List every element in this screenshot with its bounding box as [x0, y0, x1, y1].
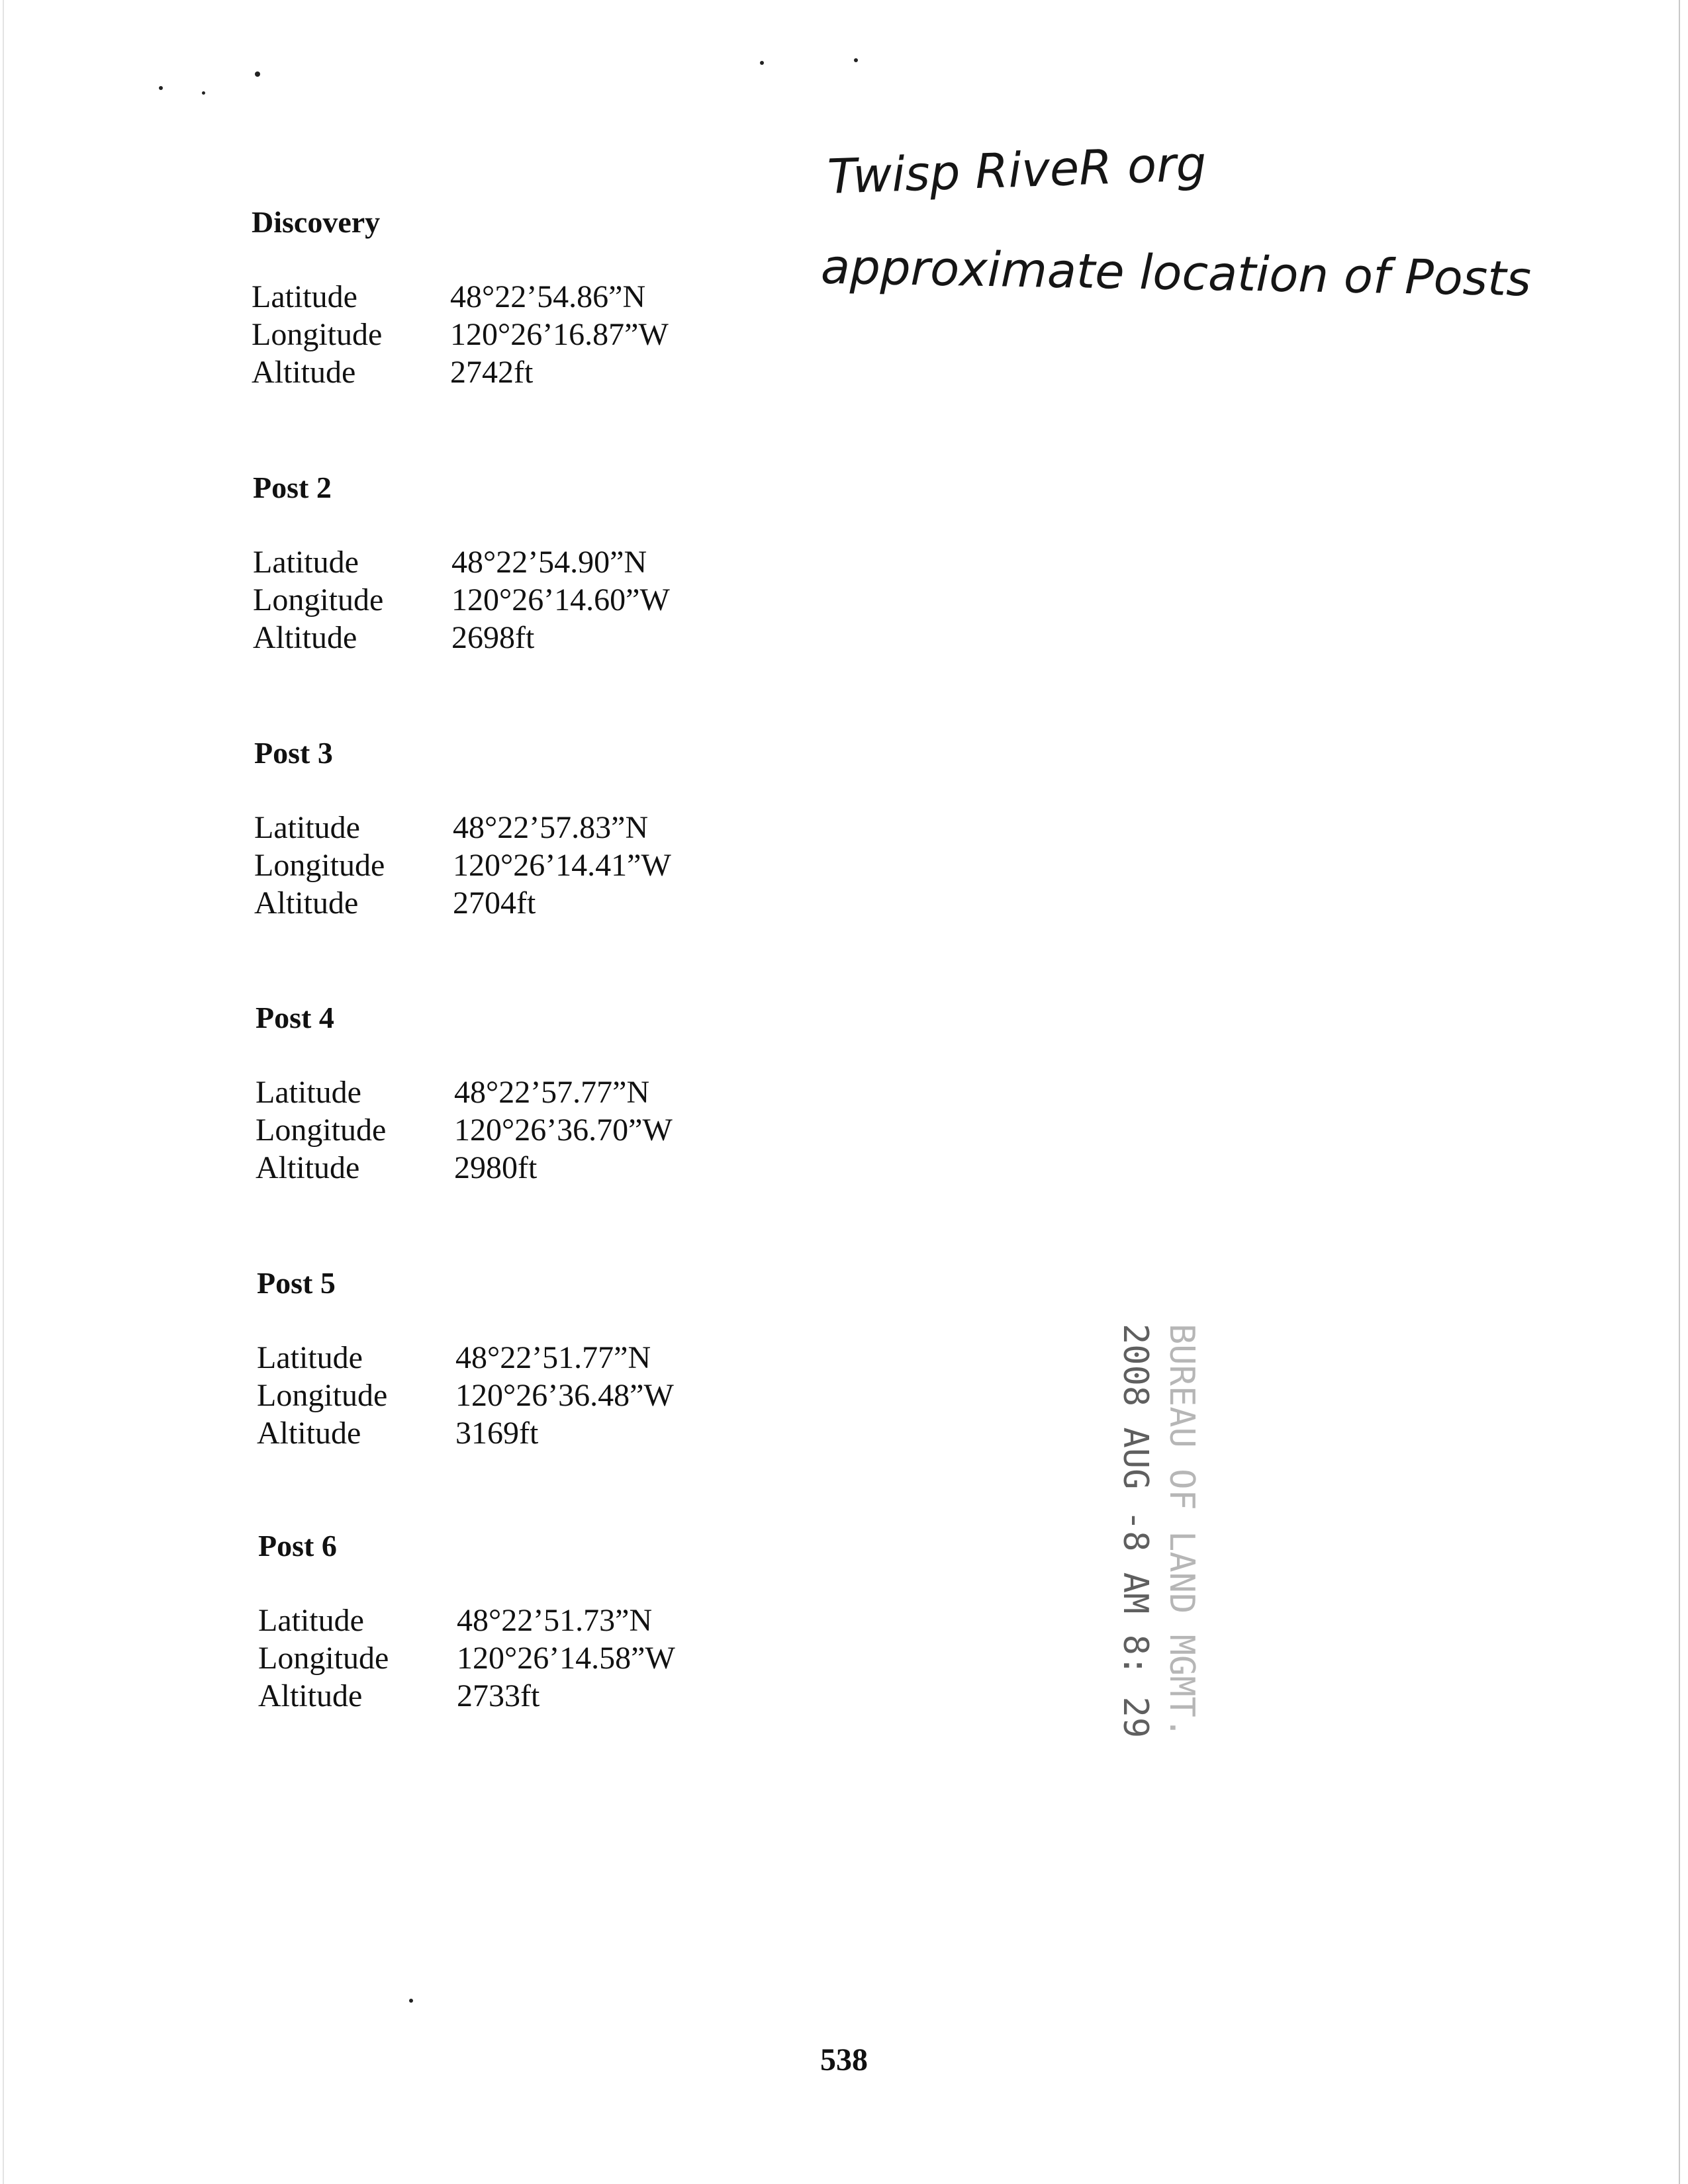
post-section-4 — [256, 999, 851, 1187]
post-section-6 — [258, 1527, 854, 1715]
altitude-label: Altitude — [252, 355, 356, 390]
latitude-label: Latitude — [257, 1340, 363, 1375]
stamp-agency-line: BUREAU OF LAND MGMT. — [1162, 1324, 1201, 1739]
altitude-label: Altitude — [253, 620, 357, 655]
altitude-value: 3169ft — [455, 1416, 539, 1451]
longitude-label: Longitude — [253, 582, 384, 617]
longitude-label: Longitude — [257, 1378, 388, 1413]
handwritten-note-subtitle: approximate location of Posts — [820, 238, 1532, 307]
handwritten-note-title: Twisp RiveR org — [826, 136, 1207, 205]
latitude-value: 48°22’57.83”N — [453, 810, 649, 845]
longitude-value: 120°26’36.70”W — [454, 1113, 673, 1148]
latitude-row — [258, 1602, 854, 1639]
coordinates-table — [256, 1073, 851, 1187]
stamp-date-line: 2008 AUG -8 AM 8: 29 — [1115, 1324, 1155, 1739]
altitude-label: Altitude — [258, 1678, 363, 1713]
longitude-row — [252, 316, 847, 353]
altitude-value: 2742ft — [450, 355, 534, 390]
altitude-value: 2733ft — [457, 1678, 540, 1713]
post-title: Post 3 — [254, 736, 333, 770]
longitude-value: 120°26’14.41”W — [453, 848, 671, 883]
longitude-value: 120°26’16.87”W — [450, 317, 669, 352]
page-number: 538 — [820, 2042, 868, 2077]
longitude-label: Longitude — [252, 317, 383, 352]
scan-speck — [202, 91, 205, 95]
longitude-label: Longitude — [254, 848, 385, 883]
longitude-row — [257, 1377, 853, 1414]
altitude-label: Altitude — [256, 1150, 360, 1185]
scan-speck — [255, 71, 260, 77]
altitude-row — [257, 1414, 853, 1452]
latitude-row — [257, 1339, 853, 1377]
longitude-row — [258, 1639, 854, 1677]
coordinates-table — [253, 543, 849, 657]
latitude-label: Latitude — [252, 279, 357, 314]
coordinates-table — [258, 1602, 854, 1715]
latitude-value: 48°22’57.77”N — [454, 1075, 650, 1110]
altitude-row — [253, 619, 849, 657]
longitude-label: Longitude — [258, 1641, 389, 1676]
scan-speck — [409, 1999, 413, 2003]
latitude-row — [252, 278, 847, 316]
post-title: Discovery — [252, 205, 381, 239]
post-title: Post 5 — [257, 1266, 336, 1300]
latitude-label: Latitude — [254, 810, 360, 845]
latitude-row — [254, 809, 850, 846]
longitude-row — [253, 581, 849, 619]
received-date-stamp — [1112, 1324, 1205, 1738]
longitude-value: 120°26’14.58”W — [457, 1641, 675, 1676]
post-title: Post 4 — [256, 1001, 334, 1034]
coordinates-table — [254, 809, 850, 922]
post-title: Post 2 — [253, 471, 332, 504]
post-section-2 — [253, 469, 849, 657]
altitude-value: 2980ft — [454, 1150, 538, 1185]
altitude-row — [254, 884, 850, 922]
coordinates-table — [257, 1339, 853, 1452]
latitude-value: 48°22’54.86”N — [450, 279, 646, 314]
page-edge-left — [3, 0, 4, 2184]
latitude-label: Latitude — [253, 545, 359, 580]
altitude-row — [256, 1149, 851, 1187]
altitude-value: 2704ft — [453, 886, 536, 921]
longitude-label: Longitude — [256, 1113, 387, 1148]
altitude-value: 2698ft — [451, 620, 535, 655]
longitude-row — [254, 846, 850, 884]
altitude-label: Altitude — [254, 886, 359, 921]
latitude-value: 48°22’51.77”N — [455, 1340, 651, 1375]
post-title: Post 6 — [258, 1529, 337, 1563]
post-section-discovery — [252, 204, 847, 391]
latitude-row — [253, 543, 849, 581]
latitude-label: Latitude — [258, 1603, 364, 1638]
longitude-value: 120°26’36.48”W — [455, 1378, 674, 1413]
scan-speck — [760, 61, 764, 65]
page-edge-right — [1679, 0, 1680, 2184]
longitude-row — [256, 1111, 851, 1149]
coordinates-table — [252, 278, 847, 391]
altitude-row — [258, 1677, 854, 1715]
post-section-5 — [257, 1265, 853, 1452]
altitude-row — [252, 353, 847, 391]
latitude-value: 48°22’51.73”N — [457, 1603, 653, 1638]
latitude-row — [256, 1073, 851, 1111]
scan-speck — [159, 86, 163, 90]
longitude-value: 120°26’14.60”W — [451, 582, 670, 617]
post-section-3 — [254, 735, 850, 922]
scan-speck — [854, 58, 858, 62]
latitude-label: Latitude — [256, 1075, 361, 1110]
altitude-label: Altitude — [257, 1416, 361, 1451]
latitude-value: 48°22’54.90”N — [451, 545, 647, 580]
